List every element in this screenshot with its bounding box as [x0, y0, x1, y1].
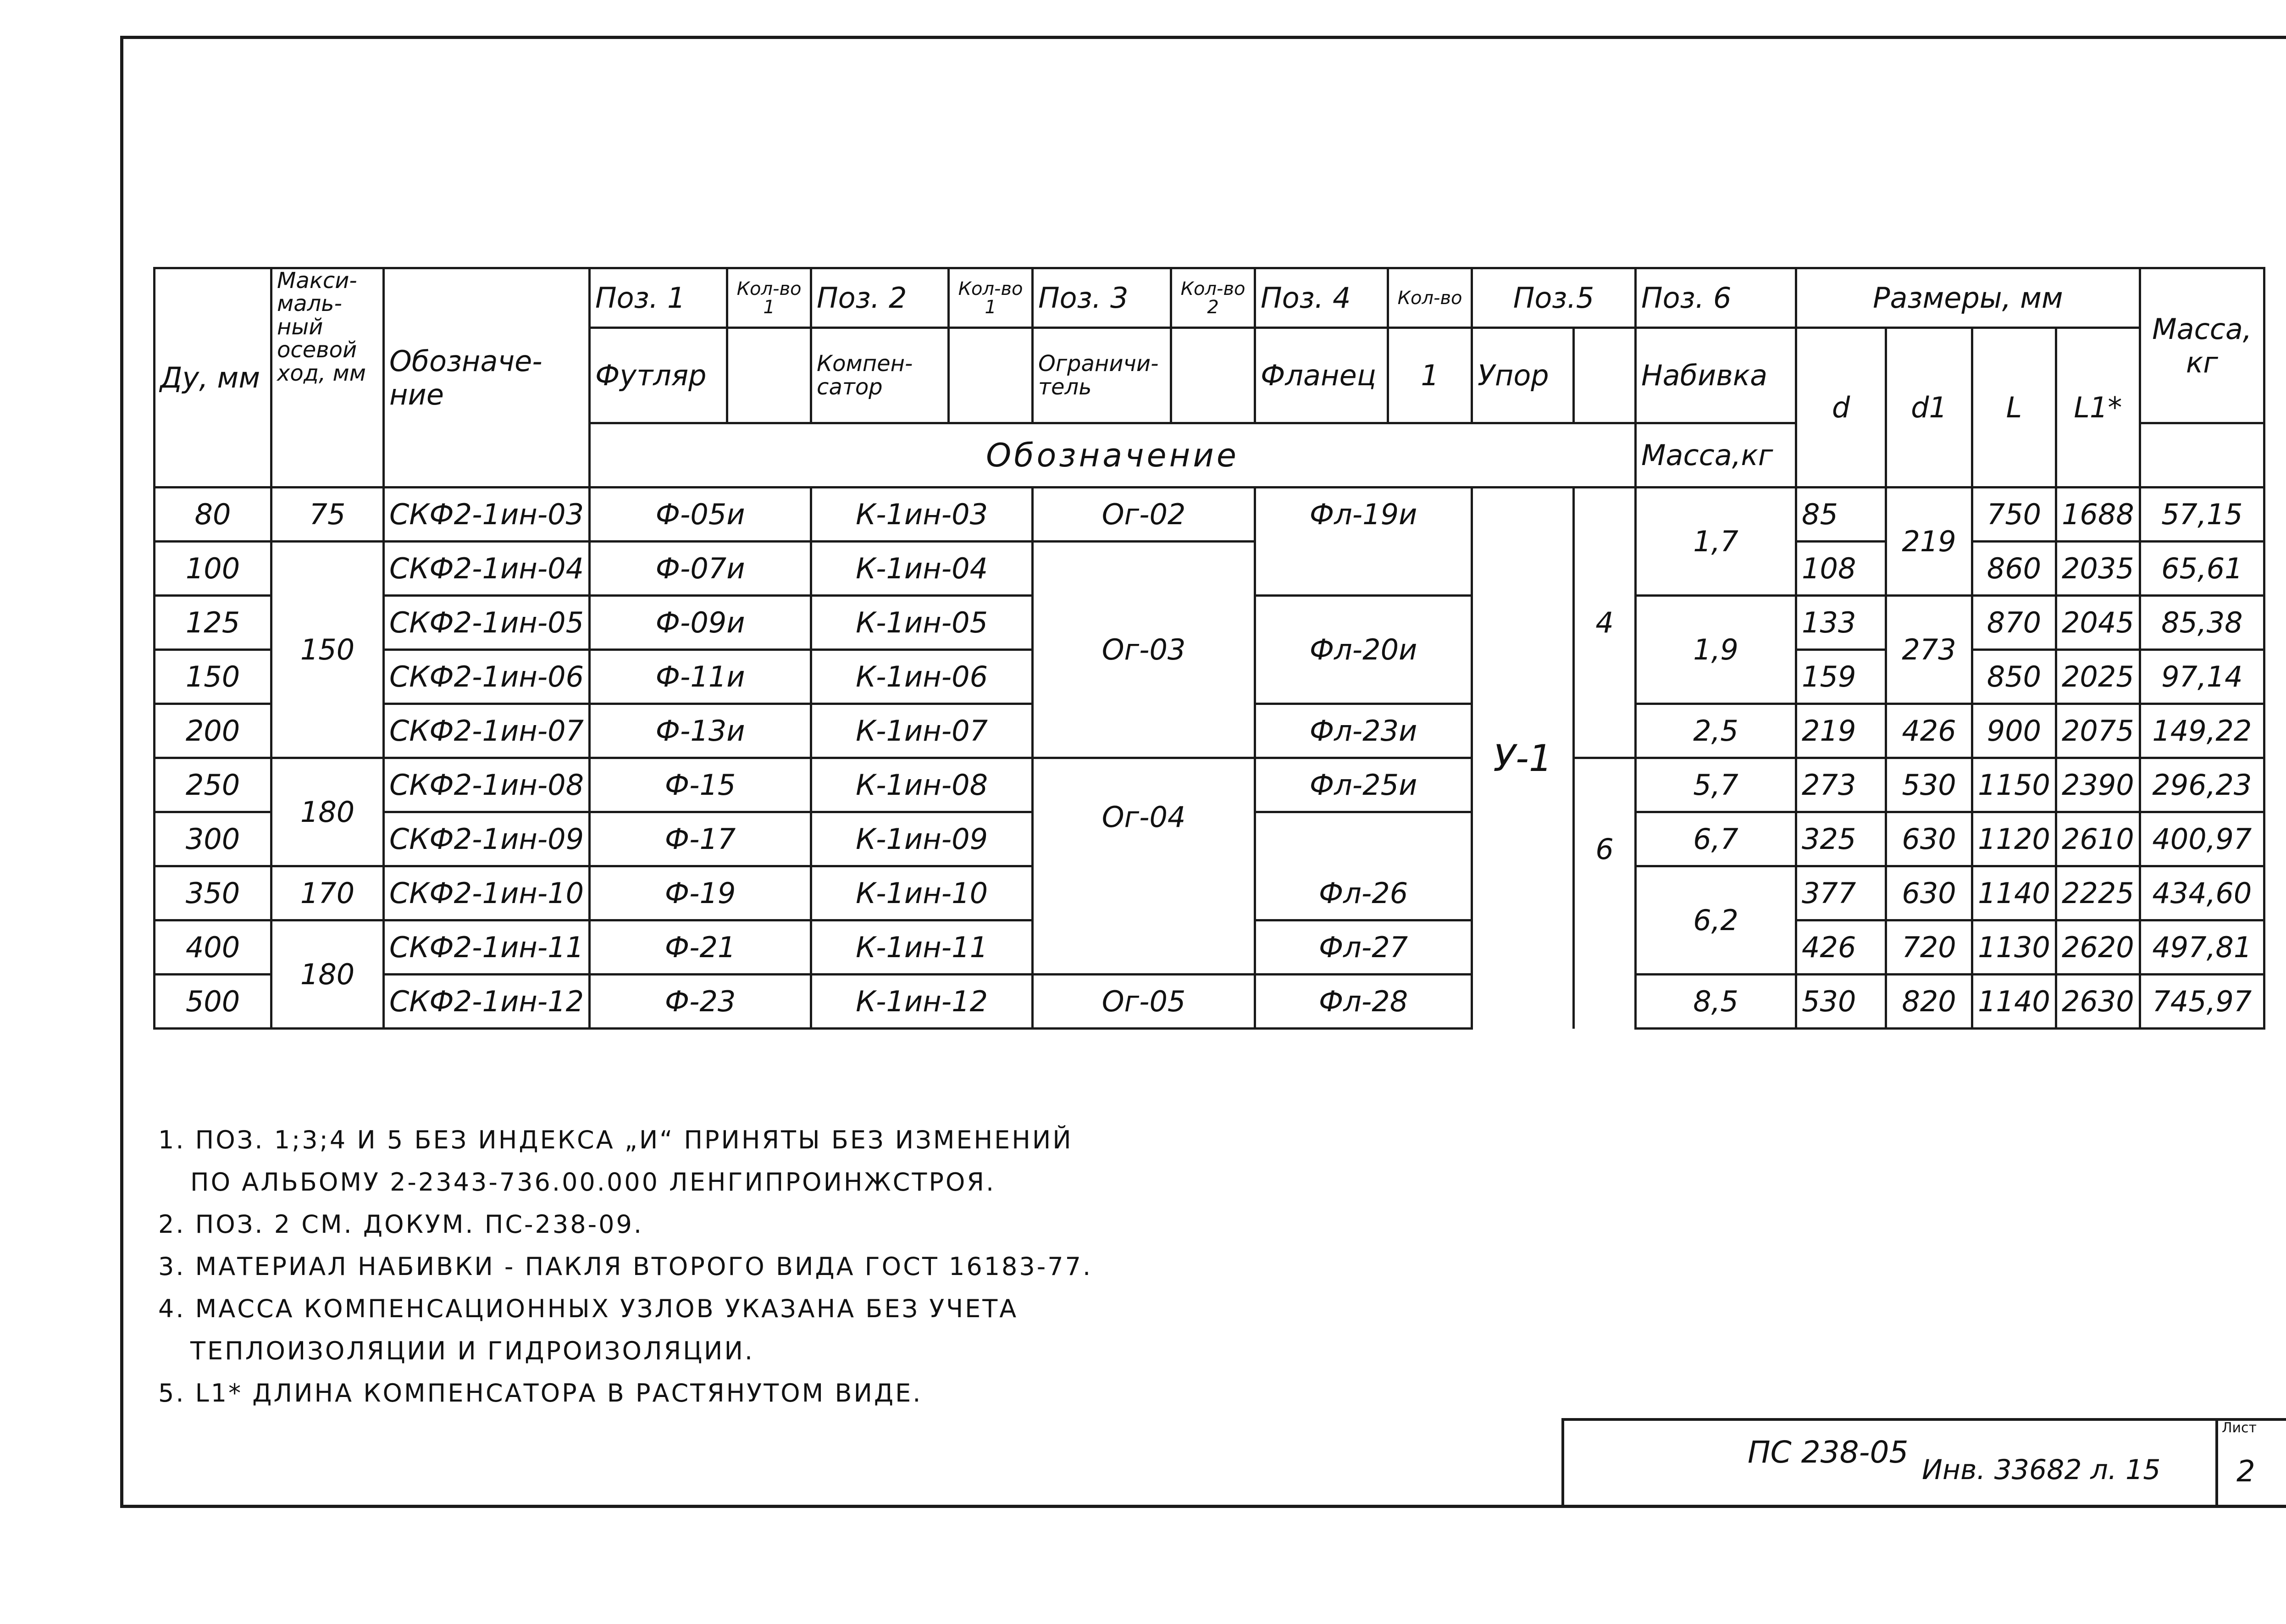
cell-stroke: 75 [271, 488, 384, 542]
cell-case: Ф-05и [590, 488, 811, 542]
cell-d1: 426 [1886, 704, 1972, 758]
cell-compensator: К-1ин-09 [811, 812, 1033, 866]
note-1: 1. ПОЗ. 1;3;4 И 5 БЕЗ ИНДЕКСА „И“ ПРИНЯТЫ БЕЗ ИЗМЕНЕНИЙ [158, 1125, 1073, 1154]
cell-stop-qty: 4 [1574, 488, 1636, 758]
cell-l: 750 [1972, 488, 2056, 542]
cell-l: 1150 [1972, 758, 2056, 812]
table-row [155, 488, 2264, 542]
header-designation-span: Обозначение [590, 423, 1636, 488]
header-pos3: Поз. 3 [1033, 268, 1171, 328]
header-pos4: Поз. 4 [1255, 268, 1388, 328]
cell-l: 1130 [1972, 920, 2056, 975]
cell-d: 426 [1796, 920, 1886, 975]
header-d1: d1 [1886, 328, 1972, 488]
cell-compensator: К-1ин-12 [811, 975, 1033, 1029]
header-flange-qty: 1 [1388, 328, 1472, 423]
specification-table [153, 267, 2265, 1030]
title-stamp [1561, 1418, 2286, 1505]
cell-compensator: К-1ин-08 [811, 758, 1033, 812]
header-pos5: Поз.5 [1472, 268, 1636, 328]
cell-mass: 57,15 [2140, 488, 2264, 542]
cell-d: 377 [1796, 866, 1886, 920]
cell-d1: 820 [1886, 975, 1972, 1029]
cell-du: 150 [155, 650, 271, 704]
header-qty1: Кол-во 1 [727, 268, 811, 328]
cell-l1: 2390 [2056, 758, 2140, 812]
note-3: 3. МАТЕРИАЛ НАБИВКИ - ПАКЛЯ ВТОРОГО ВИДА ГОСТ 16183-77. [158, 1252, 1093, 1281]
cell-d1: 630 [1886, 866, 1972, 920]
cell-l1: 1688 [2056, 488, 2140, 542]
cell-d1: 720 [1886, 920, 1972, 975]
sheet-label: Лист [2222, 1420, 2257, 1436]
cell-stroke: 180 [271, 920, 384, 1029]
cell-case: Ф-11и [590, 650, 811, 704]
cell-d: 108 [1796, 542, 1886, 596]
cell-d: 530 [1796, 975, 1886, 1029]
header-mass-kg: Масса,кг [1636, 423, 1796, 488]
cell-d1: 630 [1886, 812, 1972, 866]
cell-l: 1120 [1972, 812, 2056, 866]
cell-d1: 273 [1886, 596, 1972, 704]
sheet-number: 2 [2236, 1455, 2255, 1489]
cell-flange: Фл-25и [1255, 758, 1472, 812]
cell-designation: СКФ2-1ин-08 [384, 758, 590, 812]
table-row [155, 758, 2264, 812]
header-stop: Упор [1472, 328, 1574, 423]
cell-designation: СКФ2-1ин-04 [384, 542, 590, 596]
cell-limiter: Ог-05 [1033, 975, 1255, 1029]
cell-l: 870 [1972, 596, 2056, 650]
cell-stroke: 150 [271, 542, 384, 758]
cell-l1: 2620 [2056, 920, 2140, 975]
cell-compensator: К-1ин-07 [811, 704, 1033, 758]
cell-compensator: К-1ин-04 [811, 542, 1033, 596]
cell-mass: 65,61 [2140, 542, 2264, 596]
cell-designation: СКФ2-1ин-03 [384, 488, 590, 542]
table-row [155, 975, 2264, 1029]
header-d: d [1796, 328, 1886, 488]
cell-flange: Фл-28 [1255, 975, 1472, 1029]
cell-mass: 149,22 [2140, 704, 2264, 758]
cell-du: 125 [155, 596, 271, 650]
cell-limiter: Ог-02 [1033, 488, 1255, 542]
cell-d1: 219 [1886, 488, 1972, 596]
cell-l: 1140 [1972, 975, 2056, 1029]
note-4: 4. МАССА КОМПЕНСАЦИОННЫХ УЗЛОВ УКАЗАНА БЕЗ УЧЕТА [158, 1294, 1018, 1323]
cell-designation: СКФ2-1ин-09 [384, 812, 590, 866]
cell-limiter: Ог-04 [1033, 758, 1255, 975]
cell-d: 325 [1796, 812, 1886, 866]
cell-flange: Фл-19и [1255, 488, 1472, 596]
cell-l1: 2045 [2056, 596, 2140, 650]
cell-du: 400 [155, 920, 271, 975]
cell-stop: У-1 [1472, 488, 1574, 1029]
cell-stroke: 180 [271, 758, 384, 866]
header-pos1: Поз. 1 [590, 268, 727, 328]
cell-d: 133 [1796, 596, 1886, 650]
header-case: Футляр [590, 328, 727, 423]
header-empty-4 [1574, 328, 1636, 423]
cell-d: 219 [1796, 704, 1886, 758]
cell-limiter: Ог-03 [1033, 542, 1255, 758]
header-dimensions: Размеры, мм [1796, 268, 2140, 328]
cell-case: Ф-13и [590, 704, 811, 758]
cell-packing: 5,7 [1636, 758, 1796, 812]
note-4-cont: ТЕПЛОИЗОЛЯЦИИ И ГИДРОИЗОЛЯЦИИ. [190, 1336, 755, 1365]
cell-packing: 1,7 [1636, 488, 1796, 596]
cell-designation: СКФ2-1ин-12 [384, 975, 590, 1029]
header-compensator: Компен-сатор [811, 328, 949, 423]
cell-du: 350 [155, 866, 271, 920]
cell-compensator: К-1ин-06 [811, 650, 1033, 704]
cell-case: Ф-15 [590, 758, 811, 812]
cell-case: Ф-21 [590, 920, 811, 975]
cell-mass: 745,97 [2140, 975, 2264, 1029]
document-code: ПС 238-05 [1748, 1435, 1909, 1470]
cell-du: 500 [155, 975, 271, 1029]
note-1-cont: ПО АЛЬБОМУ 2-2343-736.00.000 ЛЕНГИПРОИНЖСТРОЯ. [190, 1168, 996, 1197]
notes [158, 1119, 1092, 1414]
header-packing: Набивка [1636, 328, 1796, 423]
cell-du: 100 [155, 542, 271, 596]
cell-flange: Фл-27 [1255, 920, 1472, 975]
cell-mass: 296,23 [2140, 758, 2264, 812]
header-pos2: Поз. 2 [811, 268, 949, 328]
header-qty3: Кол-во 2 [1171, 268, 1255, 328]
cell-l1: 2025 [2056, 650, 2140, 704]
cell-designation: СКФ2-1ин-05 [384, 596, 590, 650]
cell-case: Ф-17 [590, 812, 811, 866]
cell-d: 273 [1796, 758, 1886, 812]
cell-l1: 2610 [2056, 812, 2140, 866]
header-flange: Фланец [1255, 328, 1388, 423]
cell-designation: СКФ2-1ин-11 [384, 920, 590, 975]
cell-mass: 85,38 [2140, 596, 2264, 650]
header-du: Ду, мм [155, 268, 271, 488]
cell-flange: Фл-23и [1255, 704, 1472, 758]
cell-compensator: К-1ин-10 [811, 866, 1033, 920]
cell-designation: СКФ2-1ин-10 [384, 866, 590, 920]
note-2: 2. ПОЗ. 2 СМ. ДОКУМ. ПС-238-09. [158, 1210, 643, 1239]
cell-l: 850 [1972, 650, 2056, 704]
sheet-box [2215, 1418, 2286, 1505]
cell-packing: 6,2 [1636, 866, 1796, 975]
cell-l1: 2035 [2056, 542, 2140, 596]
header-empty-5 [2140, 423, 2264, 488]
cell-d1: 530 [1886, 758, 1972, 812]
header-max-stroke: Макси-маль-ный осевой ход, мм [271, 268, 384, 488]
header-qty4: Кол-во [1388, 268, 1472, 328]
cell-packing: 6,7 [1636, 812, 1796, 866]
cell-flange: Фл-20и [1255, 596, 1472, 704]
header-l: L [1972, 328, 2056, 488]
cell-mass: 497,81 [2140, 920, 2264, 975]
cell-compensator: К-1ин-03 [811, 488, 1033, 542]
inventory-number: Инв. 33682 л. 15 [1922, 1454, 2161, 1486]
cell-case: Ф-07и [590, 542, 811, 596]
header-mass: Масса, кг [2140, 268, 2264, 423]
header-pos6: Поз. 6 [1636, 268, 1796, 328]
cell-du: 300 [155, 812, 271, 866]
header-limiter: Ограничи-тель [1033, 328, 1171, 423]
cell-l1: 2630 [2056, 975, 2140, 1029]
cell-l: 1140 [1972, 866, 2056, 920]
cell-packing: 2,5 [1636, 704, 1796, 758]
header-qty2: Кол-во 1 [949, 268, 1033, 328]
cell-l1: 2225 [2056, 866, 2140, 920]
cell-compensator: К-1ин-05 [811, 596, 1033, 650]
cell-l1: 2075 [2056, 704, 2140, 758]
cell-case: Ф-23 [590, 975, 811, 1029]
cell-stop-qty: 6 [1574, 758, 1636, 1029]
cell-mass: 434,60 [2140, 866, 2264, 920]
header-l1: L1* [2056, 328, 2140, 488]
header-designation: Обозначе-ние [384, 268, 590, 488]
cell-stroke: 170 [271, 866, 384, 920]
header-empty-2 [949, 328, 1033, 423]
cell-mass: 97,14 [2140, 650, 2264, 704]
cell-mass: 400,97 [2140, 812, 2264, 866]
cell-du: 200 [155, 704, 271, 758]
cell-du: 250 [155, 758, 271, 812]
cell-designation: СКФ2-1ин-06 [384, 650, 590, 704]
cell-compensator: К-1ин-11 [811, 920, 1033, 975]
note-5: 5. L1* ДЛИНА КОМПЕНСАТОРА В РАСТЯНУТОМ ВИДЕ. [158, 1379, 923, 1408]
cell-packing: 1,9 [1636, 596, 1796, 704]
cell-l: 900 [1972, 704, 2056, 758]
cell-l: 860 [1972, 542, 2056, 596]
header-empty-3 [1171, 328, 1255, 423]
cell-designation: СКФ2-1ин-07 [384, 704, 590, 758]
cell-case: Ф-19 [590, 866, 811, 920]
cell-du: 80 [155, 488, 271, 542]
cell-packing: 8,5 [1636, 975, 1796, 1029]
cell-case: Ф-09и [590, 596, 811, 650]
cell-d: 85 [1796, 488, 1886, 542]
cell-flange: Фл-26 [1255, 812, 1472, 920]
header-empty-1 [727, 328, 811, 423]
cell-d: 159 [1796, 650, 1886, 704]
